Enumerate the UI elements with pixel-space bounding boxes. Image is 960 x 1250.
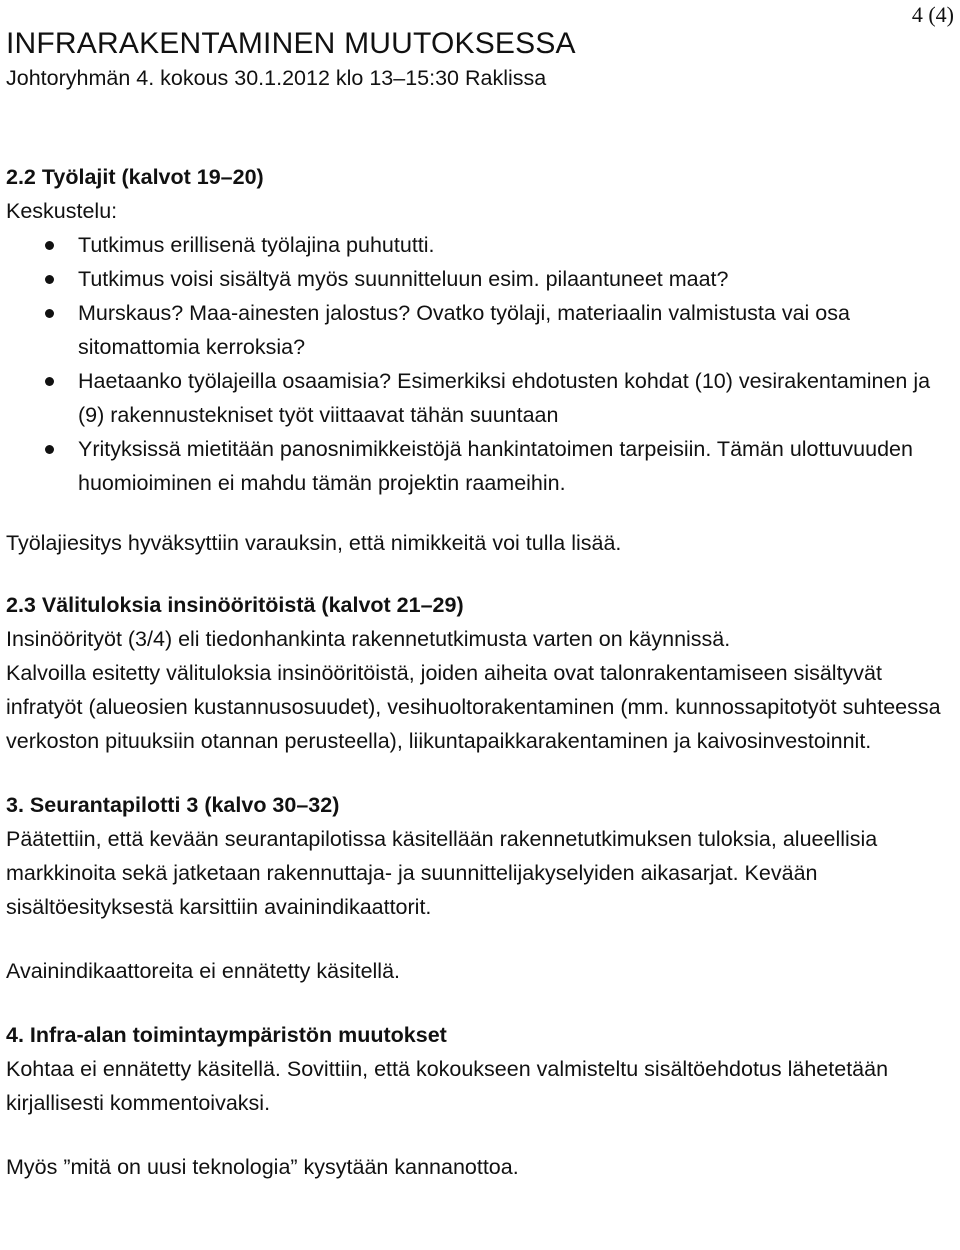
section-heading: 4. Infra-alan toimintaympäristön muutokset <box>6 1023 447 1047</box>
discussion-list <box>6 228 954 500</box>
section-heading: 2.3 Välituloksia insinööritöistä (kalvot 21–29) <box>6 593 464 617</box>
list-item-text: Murskaus? Maa-ainesten jalostus? Ovatko työlaji, materiaalin valmistusta vai osa sitomattomia kerroksia? <box>78 301 850 359</box>
list-item-text: Yrityksissä mietitään panosnimikkeistöjä hankintatoimen tarpeisiin. Tämän ulottuvuuden huomioiminen ei mahdu tämän projektin raameihin. <box>78 437 913 495</box>
section-3 <box>6 788 954 988</box>
bullet-icon <box>45 445 54 454</box>
section-4 <box>6 1018 954 1184</box>
meeting-subtitle: Johtoryhmän 4. kokous 30.1.2012 klo 13–15:30 Raklissa <box>6 66 547 90</box>
list-item <box>6 228 954 262</box>
list-item-text: Tutkimus erillisenä työlajina puhututti. <box>78 233 435 257</box>
list-item <box>6 262 954 296</box>
section-heading: 2.2 Työlajit (kalvot 19–20) <box>6 165 264 189</box>
page-number: 4 (4) <box>911 2 954 27</box>
bullet-icon <box>45 309 54 318</box>
list-item <box>6 432 954 500</box>
bullet-icon <box>45 377 54 386</box>
paragraph: Kalvoilla esitetty välituloksia insinööritöistä, joiden aiheita ovat talonrakentamiseen sisältyvät infratyöt (alueosien kustannusosuudet), vesihuoltorakentaminen (mm. kunnossapitotyöt suhteessa verkoston pituuksiin otannan perusteella), liikuntapaikkarakentaminen ja kaivosinvestoinnit. <box>6 661 941 753</box>
list-item <box>6 364 954 432</box>
document-body <box>6 160 954 1184</box>
bullet-icon <box>45 241 54 250</box>
list-item-text: Haetaanko työlajeilla osaamisia? Esimerkiksi ehdotusten kohdat (10) vesirakentaminen ja (9) rakennustekniset työt viittaavat tähän suuntaan <box>78 369 931 427</box>
paragraph: Kohtaa ei ennätetty käsitellä. Sovittiin, että kokoukseen valmisteltu sisältöehdotus lähetetään kirjallisesti kommentoivaksi. <box>6 1057 889 1115</box>
paragraph: Päätettiin, että kevään seurantapilotissa käsitellään rakennetutkimuksen tuloksia, alueellisia markkinoita sekä jatketaan rakennuttaja- ja suunnittelijakyselyiden aikasarjat. Kevään sisältöesityksestä karsittiin avainindikaattorit. <box>6 827 878 919</box>
list-item <box>6 296 954 364</box>
section-2-2 <box>6 160 954 560</box>
document-title: INFRARAKENTAMINEN MUUTOKSESSA <box>6 27 576 60</box>
section-heading: 3. Seurantapilotti 3 (kalvo 30–32) <box>6 793 340 817</box>
decision-text: Työlajiesitys hyväksyttiin varauksin, että nimikkeitä voi tulla lisää. <box>6 531 622 555</box>
paragraph: Avainindikaattoreita ei ennätetty käsitellä. <box>6 959 401 983</box>
discussion-label: Keskustelu: <box>6 199 118 223</box>
bullet-icon <box>45 275 54 284</box>
paragraph: Insinöörityöt (3/4) eli tiedonhankinta rakennetutkimusta varten on käynnissä. <box>6 627 731 651</box>
section-2-3 <box>6 588 954 758</box>
paragraph: Myös ”mitä on uusi teknologia” kysytään kannanottoa. <box>6 1155 519 1179</box>
list-item-text: Tutkimus voisi sisältyä myös suunnitteluun esim. pilaantuneet maat? <box>78 267 729 291</box>
